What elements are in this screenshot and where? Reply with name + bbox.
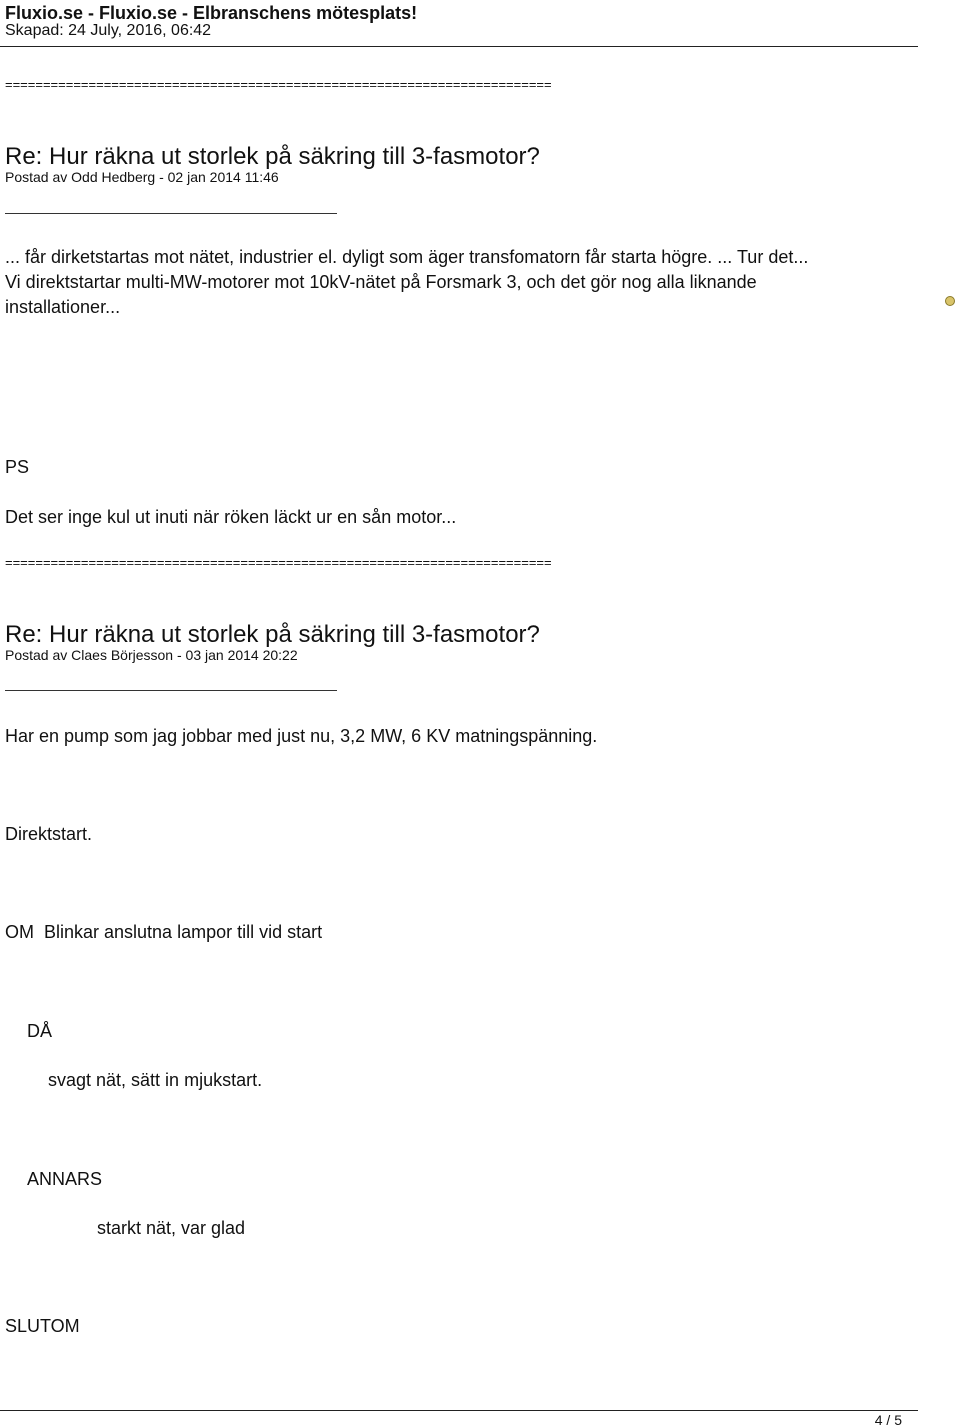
header-divider bbox=[0, 46, 918, 47]
post-body-line: ... får dirketstartas mot nätet, industrier el. dyligt som äger transfomatorn får starta högre. ... Tur det... bbox=[5, 247, 809, 267]
post-title: Re: Hur räkna ut storlek på säkring till 3-fasmotor? bbox=[5, 143, 540, 170]
page-number: 4 / 5 bbox=[874, 1412, 902, 1428]
post-body-line: Det ser inge kul ut inuti när röken läckt ur en sån motor... bbox=[5, 507, 457, 527]
post-body-line: Har en pump som jag jobbar med just nu, 3,2 MW, 6 KV matningspänning. bbox=[5, 726, 598, 746]
post-divider bbox=[5, 690, 337, 691]
post-body-line: OM Blinkar anslutna lampor till vid start bbox=[5, 922, 323, 942]
post-body-line: PS bbox=[5, 457, 30, 477]
post-body-line: starkt nät, var glad bbox=[97, 1218, 246, 1238]
post-body-line: Vi direktstartar multi-MW-motorer mot 10kV-nätet på Forsmark 3, och det gör nog alla liknande bbox=[5, 272, 757, 292]
site-title: Fluxio.se - Fluxio.se - Elbranschens mötesplats! bbox=[5, 3, 418, 23]
post-body-line: ANNARS bbox=[27, 1169, 103, 1189]
separator-line: ======================================================================== bbox=[5, 555, 552, 570]
footer-divider bbox=[0, 1410, 918, 1411]
smiley-icon bbox=[945, 296, 955, 306]
separator-line: ======================================================================== bbox=[5, 77, 552, 92]
post-body-line: SLUTOM bbox=[5, 1316, 80, 1336]
post-meta: Postad av Claes Börjesson - 03 jan 2014 20:22 bbox=[5, 647, 298, 663]
post-title: Re: Hur räkna ut storlek på säkring till 3-fasmotor? bbox=[5, 621, 540, 648]
post-body-line: installationer... bbox=[5, 297, 121, 317]
post-body-line: svagt nät, sätt in mjukstart. bbox=[48, 1070, 263, 1090]
post-body-line: Direktstart. bbox=[5, 824, 93, 844]
post-body-line: DÅ bbox=[27, 1021, 53, 1041]
created-date: Skapad: 24 July, 2016, 06:42 bbox=[5, 22, 212, 39]
post-divider bbox=[5, 213, 337, 214]
post-meta: Postad av Odd Hedberg - 02 jan 2014 11:46 bbox=[5, 169, 279, 185]
